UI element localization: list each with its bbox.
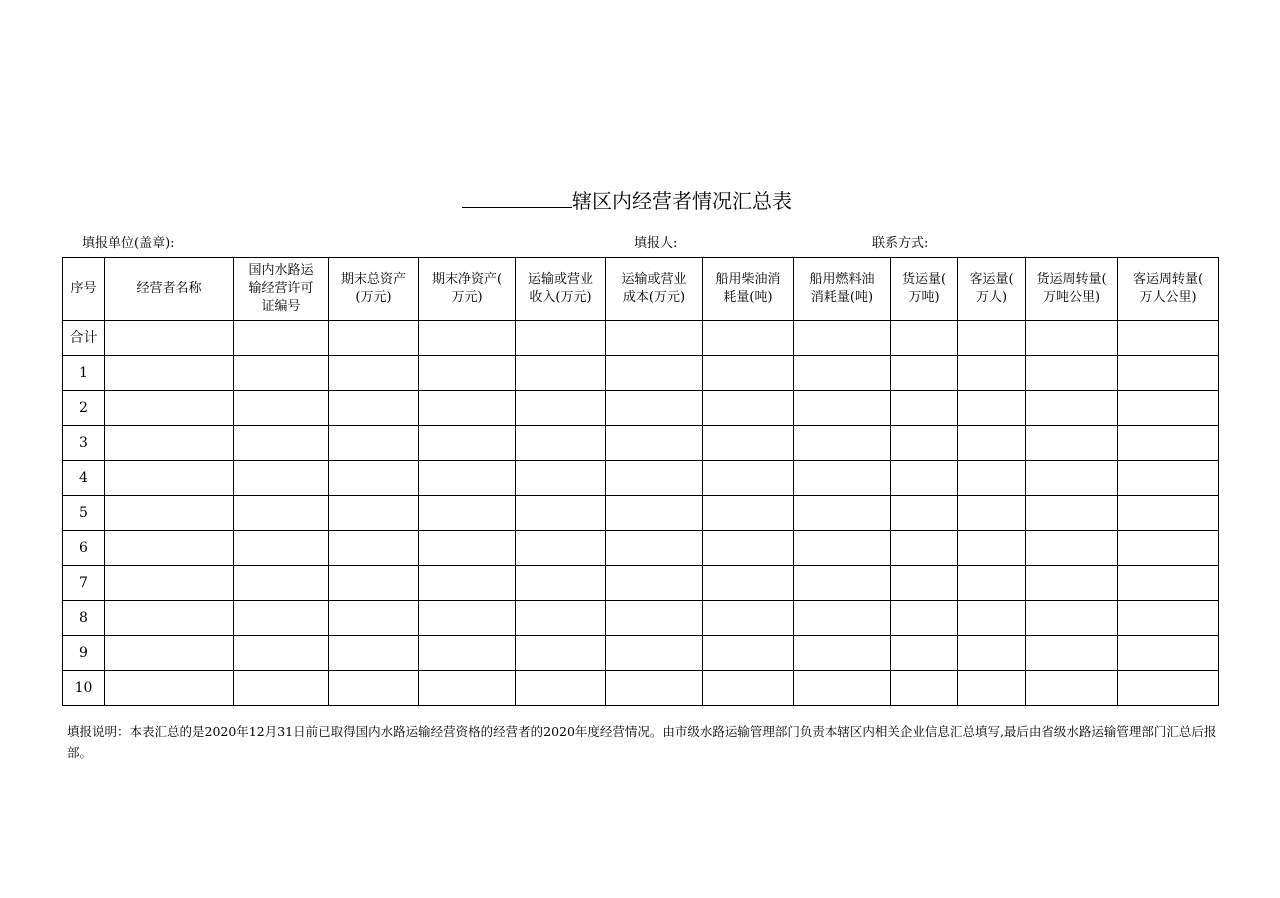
table-cell[interactable] xyxy=(794,636,891,671)
table-cell[interactable] xyxy=(1026,671,1118,706)
table-cell[interactable] xyxy=(419,426,516,461)
table-cell[interactable] xyxy=(1118,356,1219,391)
table-cell[interactable] xyxy=(329,601,419,636)
table-cell[interactable] xyxy=(329,566,419,601)
table-cell[interactable] xyxy=(516,426,606,461)
table-row xyxy=(63,531,1219,566)
row-index: 8 xyxy=(63,601,105,636)
total-row xyxy=(63,321,1219,356)
table-cell[interactable] xyxy=(703,636,794,671)
table-cell[interactable] xyxy=(794,671,891,706)
table-cell[interactable] xyxy=(891,496,958,531)
row-index: 2 xyxy=(63,391,105,426)
table-cell[interactable] xyxy=(606,636,703,671)
table-cell[interactable] xyxy=(606,391,703,426)
table-cell[interactable] xyxy=(234,426,329,461)
region-blank[interactable] xyxy=(462,193,572,208)
table-cell[interactable] xyxy=(1118,391,1219,426)
table-cell[interactable] xyxy=(105,461,234,496)
table-cell[interactable] xyxy=(794,356,891,391)
table-cell[interactable] xyxy=(419,391,516,426)
table-cell[interactable] xyxy=(891,461,958,496)
table-cell[interactable] xyxy=(958,636,1026,671)
table-cell[interactable] xyxy=(516,531,606,566)
table-cell[interactable] xyxy=(329,671,419,706)
table-cell[interactable] xyxy=(516,496,606,531)
column-header: 船用柴油消 耗量(吨) xyxy=(703,258,794,321)
row-index: 3 xyxy=(63,426,105,461)
table-cell[interactable] xyxy=(329,321,419,356)
table-cell[interactable] xyxy=(794,601,891,636)
table-cell[interactable] xyxy=(516,391,606,426)
column-header: 期末净资产( 万元) xyxy=(419,258,516,321)
table-cell[interactable] xyxy=(958,391,1026,426)
table-row xyxy=(63,671,1219,706)
table-cell[interactable] xyxy=(606,321,703,356)
table-cell[interactable] xyxy=(794,566,891,601)
table-row xyxy=(63,636,1219,671)
table-cell[interactable] xyxy=(606,601,703,636)
form-title xyxy=(462,185,792,214)
table-cell[interactable] xyxy=(703,426,794,461)
table-cell[interactable] xyxy=(891,356,958,391)
table-cell[interactable] xyxy=(958,496,1026,531)
table-cell[interactable] xyxy=(234,671,329,706)
table-cell[interactable] xyxy=(105,496,234,531)
table-cell[interactable] xyxy=(958,461,1026,496)
column-header: 货运周转量( 万吨公里) xyxy=(1026,258,1118,321)
table-cell[interactable] xyxy=(891,636,958,671)
table-cell[interactable] xyxy=(606,531,703,566)
table-row xyxy=(63,461,1219,496)
row-index: 4 xyxy=(63,461,105,496)
reporter-label: 填报人: xyxy=(634,236,678,251)
table-cell[interactable] xyxy=(234,531,329,566)
table-cell[interactable] xyxy=(516,601,606,636)
table-row xyxy=(63,356,1219,391)
table-row xyxy=(63,601,1219,636)
row-index: 9 xyxy=(63,636,105,671)
table-cell[interactable] xyxy=(1026,496,1118,531)
table-cell[interactable] xyxy=(794,426,891,461)
table-cell[interactable] xyxy=(516,461,606,496)
table-cell[interactable] xyxy=(105,636,234,671)
table-cell[interactable] xyxy=(329,356,419,391)
table-cell[interactable] xyxy=(703,601,794,636)
table-cell[interactable] xyxy=(794,391,891,426)
table-cell[interactable] xyxy=(958,601,1026,636)
table-cell[interactable] xyxy=(329,531,419,566)
table-cell[interactable] xyxy=(105,391,234,426)
table-cell[interactable] xyxy=(958,426,1026,461)
table-cell[interactable] xyxy=(606,671,703,706)
table-cell[interactable] xyxy=(1118,566,1219,601)
table-cell[interactable] xyxy=(419,531,516,566)
table-cell[interactable] xyxy=(1118,531,1219,566)
table-cell[interactable] xyxy=(703,496,794,531)
table-cell[interactable] xyxy=(891,601,958,636)
table-cell[interactable] xyxy=(419,496,516,531)
table-cell[interactable] xyxy=(891,321,958,356)
column-header: 经营者名称 xyxy=(105,258,234,321)
table-cell[interactable] xyxy=(958,671,1026,706)
table-cell[interactable] xyxy=(234,391,329,426)
table-cell[interactable] xyxy=(1118,426,1219,461)
table-cell[interactable] xyxy=(891,566,958,601)
table-cell[interactable] xyxy=(329,496,419,531)
table-cell[interactable] xyxy=(606,426,703,461)
table-cell[interactable] xyxy=(606,496,703,531)
table-cell[interactable] xyxy=(234,356,329,391)
table-cell[interactable] xyxy=(329,391,419,426)
table-cell[interactable] xyxy=(606,356,703,391)
instructions-note: 填报说明：本表汇总的是2020年12月31日前已取得国内水路运输经营资格的经营者的2020年度经营情况。由市级水路运输管理部门负责本辖区内相关企业信息汇总填写,最后由省级水路运输管理部门汇总后报部。 xyxy=(67,724,1217,760)
table-cell[interactable] xyxy=(234,461,329,496)
table-cell[interactable] xyxy=(419,461,516,496)
table-cell[interactable] xyxy=(516,356,606,391)
table-cell[interactable] xyxy=(958,531,1026,566)
table-cell[interactable] xyxy=(1118,461,1219,496)
table-cell[interactable] xyxy=(516,636,606,671)
table-cell[interactable] xyxy=(703,531,794,566)
table-cell[interactable] xyxy=(516,321,606,356)
table-cell[interactable] xyxy=(419,601,516,636)
table-cell[interactable] xyxy=(1118,636,1219,671)
row-index: 6 xyxy=(63,531,105,566)
table-cell[interactable] xyxy=(958,566,1026,601)
table-cell[interactable] xyxy=(1026,566,1118,601)
table-cell[interactable] xyxy=(234,601,329,636)
table-cell[interactable] xyxy=(703,356,794,391)
table-cell[interactable] xyxy=(1026,356,1118,391)
table-cell[interactable] xyxy=(329,461,419,496)
row-index: 1 xyxy=(63,356,105,391)
row-index: 5 xyxy=(63,496,105,531)
table-cell[interactable] xyxy=(703,671,794,706)
table-cell[interactable] xyxy=(419,566,516,601)
table-cell[interactable] xyxy=(419,671,516,706)
table-cell[interactable] xyxy=(234,636,329,671)
table-cell[interactable] xyxy=(1118,601,1219,636)
table-cell[interactable] xyxy=(1026,601,1118,636)
column-header: 船用燃料油 消耗量(吨) xyxy=(794,258,891,321)
table-cell[interactable] xyxy=(105,566,234,601)
table-cell[interactable] xyxy=(891,531,958,566)
column-header: 客运周转量( 万人公里) xyxy=(1118,258,1219,321)
table-cell[interactable] xyxy=(703,461,794,496)
table-cell[interactable] xyxy=(606,461,703,496)
table-row xyxy=(63,426,1219,461)
table-cell[interactable] xyxy=(1026,636,1118,671)
row-index: 10 xyxy=(63,671,105,706)
table-cell[interactable] xyxy=(1026,391,1118,426)
table-cell[interactable] xyxy=(1118,321,1219,356)
title-text: 辖区内经营者情况汇总表 xyxy=(572,189,792,213)
table-cell[interactable] xyxy=(419,321,516,356)
table-row xyxy=(63,391,1219,426)
unit-label: 填报单位(盖章): xyxy=(82,236,175,251)
table-cell[interactable] xyxy=(891,426,958,461)
table-cell[interactable] xyxy=(1026,461,1118,496)
table-cell[interactable] xyxy=(419,356,516,391)
table-cell[interactable] xyxy=(794,321,891,356)
header-row xyxy=(63,258,1219,321)
column-header: 客运量( 万人) xyxy=(958,258,1026,321)
table-cell[interactable] xyxy=(234,496,329,531)
table-row xyxy=(63,566,1219,601)
column-header: 国内水路运 输经营许可 证编号 xyxy=(234,258,329,321)
table-cell[interactable] xyxy=(794,531,891,566)
table-cell[interactable] xyxy=(1118,671,1219,706)
column-header: 序号 xyxy=(63,258,105,321)
table-row xyxy=(63,496,1219,531)
table-cell[interactable] xyxy=(958,321,1026,356)
table-cell[interactable] xyxy=(234,566,329,601)
column-header: 期末总资产 (万元) xyxy=(329,258,419,321)
table-cell[interactable] xyxy=(329,426,419,461)
row-index: 合计 xyxy=(63,321,105,356)
column-header: 货运量( 万吨) xyxy=(891,258,958,321)
table-cell[interactable] xyxy=(516,566,606,601)
table-cell[interactable] xyxy=(606,566,703,601)
contact-label: 联系方式: xyxy=(872,236,929,251)
table-cell[interactable] xyxy=(703,321,794,356)
table-cell[interactable] xyxy=(794,496,891,531)
table-cell[interactable] xyxy=(958,356,1026,391)
table-cell[interactable] xyxy=(105,321,234,356)
column-header: 运输或营业 成本(万元) xyxy=(606,258,703,321)
table-cell[interactable] xyxy=(891,671,958,706)
table-cell[interactable] xyxy=(105,531,234,566)
table-cell[interactable] xyxy=(105,356,234,391)
column-header: 运输或营业 收入(万元) xyxy=(516,258,606,321)
table-cell[interactable] xyxy=(516,671,606,706)
table-cell[interactable] xyxy=(1026,321,1118,356)
row-index: 7 xyxy=(63,566,105,601)
table-cell[interactable] xyxy=(703,391,794,426)
table-cell[interactable] xyxy=(329,636,419,671)
table-cell[interactable] xyxy=(891,391,958,426)
table-cell[interactable] xyxy=(1118,496,1219,531)
table-cell[interactable] xyxy=(419,636,516,671)
table-cell[interactable] xyxy=(794,461,891,496)
table-cell[interactable] xyxy=(105,426,234,461)
summary-table xyxy=(62,257,1219,706)
table-cell[interactable] xyxy=(234,321,329,356)
table-cell[interactable] xyxy=(1026,531,1118,566)
table-cell[interactable] xyxy=(1026,426,1118,461)
table-cell[interactable] xyxy=(703,566,794,601)
table-cell[interactable] xyxy=(105,671,234,706)
table-cell[interactable] xyxy=(105,601,234,636)
